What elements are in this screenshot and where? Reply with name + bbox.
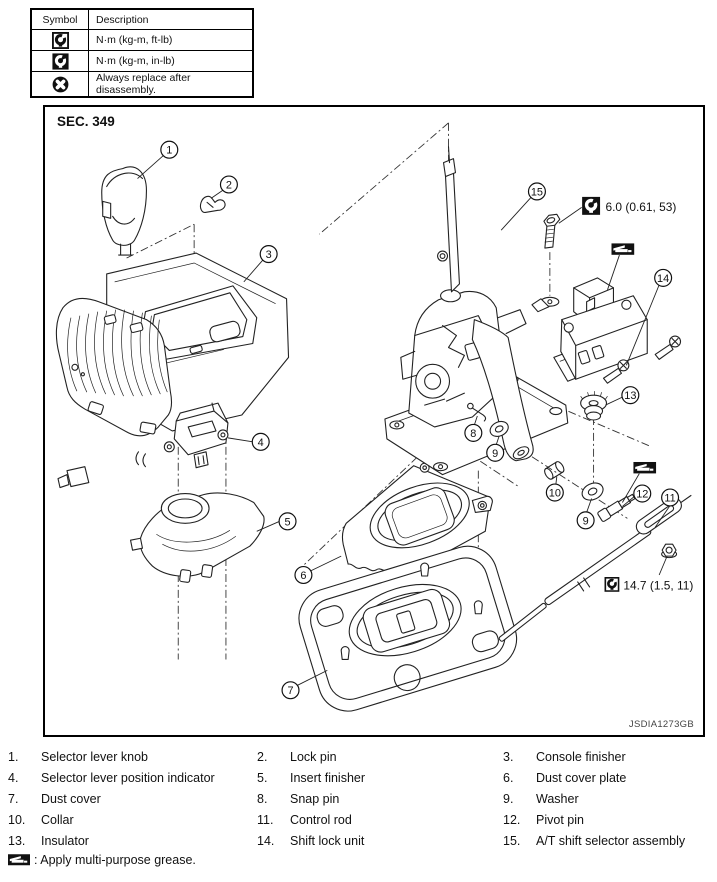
torque-ftlb-icon <box>52 32 69 49</box>
legend-description: Always replace after disassembly. <box>89 72 254 98</box>
callout-9b <box>577 512 594 529</box>
part-number: 2. <box>257 750 268 764</box>
callout-5 <box>279 513 296 530</box>
part-list-item <box>8 831 257 852</box>
callout-4 <box>252 433 269 450</box>
part-number: 13. <box>8 834 26 848</box>
svg-text:14: 14 <box>657 272 670 285</box>
part-nut <box>662 544 677 557</box>
callout-6 <box>295 567 312 584</box>
svg-text:8: 8 <box>470 427 477 440</box>
part-console-finisher <box>56 253 288 436</box>
replace-icon <box>52 76 69 93</box>
callout-10 <box>546 484 563 501</box>
part-lock-pin <box>200 196 225 212</box>
part-number: 10. <box>8 813 26 827</box>
part-label: Selector lever position indicator <box>41 771 215 785</box>
svg-text:9: 9 <box>492 447 499 460</box>
callout-13 <box>622 387 639 404</box>
part-collar <box>543 460 566 480</box>
grease-icon <box>611 243 634 254</box>
part-list-item <box>8 768 257 789</box>
part-list-item <box>257 747 503 768</box>
legend-row <box>31 51 253 72</box>
grease-note <box>8 853 196 867</box>
svg-text:5: 5 <box>284 516 291 529</box>
grease-note-text: : Apply multi-purpose grease. <box>34 853 196 867</box>
callout-8 <box>465 424 482 441</box>
part-number: 6. <box>503 771 514 785</box>
part-number: 9. <box>503 792 514 806</box>
part-list-item <box>503 810 711 831</box>
part-number: 7. <box>8 792 19 806</box>
svg-text:15: 15 <box>530 186 544 199</box>
svg-text:11: 11 <box>664 492 676 505</box>
torque-label-inlb <box>582 197 676 215</box>
svg-text:2: 2 <box>225 179 232 192</box>
part-label: Pivot pin <box>536 813 584 827</box>
part-shift-lock-unit <box>561 278 681 383</box>
part-list-item <box>503 768 711 789</box>
svg-text:6: 6 <box>300 569 307 582</box>
callout-7 <box>282 682 299 699</box>
part-pivot-pin <box>597 492 636 522</box>
part-number: 14. <box>257 834 275 848</box>
part-list-item <box>257 831 503 852</box>
svg-text:4: 4 <box>257 436 264 449</box>
section-label: SEC. 349 <box>57 114 115 129</box>
part-number: 8. <box>257 792 268 806</box>
callout-1 <box>161 141 178 158</box>
svg-text:12: 12 <box>636 488 649 501</box>
torque-inlb-icon <box>582 197 600 215</box>
screw <box>655 336 680 359</box>
grease-icon <box>8 854 30 866</box>
legend-row <box>31 30 253 51</box>
part-list-item <box>503 789 711 810</box>
callout-2 <box>220 176 237 193</box>
torque-inlb-icon <box>52 53 69 70</box>
part-label: Dust cover plate <box>536 771 627 785</box>
part-label: Lock pin <box>290 750 337 764</box>
svg-text:10: 10 <box>548 487 561 500</box>
svg-text:13: 13 <box>624 390 637 403</box>
exploded-view-drawing <box>45 107 699 731</box>
part-list-item <box>503 747 711 768</box>
callout-14 <box>655 269 672 286</box>
part-number: 3. <box>503 750 514 764</box>
part-washer-b <box>579 480 606 504</box>
part-label: Insert finisher <box>290 771 366 785</box>
symbol-legend-table <box>30 8 254 98</box>
callout-11 <box>662 489 679 506</box>
part-list-item <box>257 789 503 810</box>
part-label: Control rod <box>290 813 352 827</box>
torque-label-ftlb <box>605 578 693 593</box>
legend-row <box>31 72 253 98</box>
part-number: 15. <box>503 834 521 848</box>
part-label: Washer <box>536 792 579 806</box>
torque-ftlb-icon <box>605 578 618 591</box>
svg-text:3: 3 <box>265 249 272 262</box>
callout-9a <box>487 444 504 461</box>
part-number: 4. <box>8 771 19 785</box>
svg-text:1: 1 <box>166 144 173 157</box>
figure-code: JSDIA1273GB <box>628 719 694 730</box>
part-label: A/T shift selector assembly <box>536 834 686 848</box>
part-label: Shift lock unit <box>290 834 365 848</box>
legend-header-symbol: Symbol <box>31 9 89 30</box>
legend-description: N·m (kg-m, in-lb) <box>89 51 254 72</box>
callout-15 <box>528 183 545 200</box>
grease-icon <box>633 462 656 473</box>
part-insulator <box>581 391 608 420</box>
callout-3 <box>260 246 277 263</box>
part-insert-finisher <box>131 493 265 583</box>
part-label: Selector lever knob <box>41 750 149 764</box>
part-bolt <box>532 214 560 311</box>
legend-description: N·m (kg-m, ft-lb) <box>89 30 254 51</box>
part-label: Collar <box>41 813 74 827</box>
part-list-item <box>257 810 503 831</box>
part-list-item <box>8 789 257 810</box>
part-number: 11. <box>257 813 274 827</box>
part-number: 1. <box>8 750 19 764</box>
torque-value: 14.7 (1.5, 11) <box>623 578 694 593</box>
part-label: Console finisher <box>536 750 626 764</box>
part-label: Snap pin <box>290 792 340 806</box>
callout-12 <box>634 485 651 502</box>
part-list-item <box>503 831 711 852</box>
exploded-view-figure <box>43 105 705 737</box>
part-label: Insulator <box>41 834 89 848</box>
parts-list <box>8 747 711 852</box>
part-dust-cover <box>292 539 524 719</box>
legend-header-description: Description <box>89 9 254 30</box>
part-number: 5. <box>257 771 268 785</box>
part-list-item <box>8 747 257 768</box>
svg-text:9: 9 <box>582 515 589 528</box>
part-selector-lever-knob <box>102 167 147 255</box>
part-list-item <box>257 768 503 789</box>
part-list-item <box>8 810 257 831</box>
svg-text:7: 7 <box>287 685 294 698</box>
part-label: Dust cover <box>41 792 101 806</box>
part-number: 12. <box>503 813 521 827</box>
torque-value: 6.0 (0.61, 53) <box>605 199 677 214</box>
